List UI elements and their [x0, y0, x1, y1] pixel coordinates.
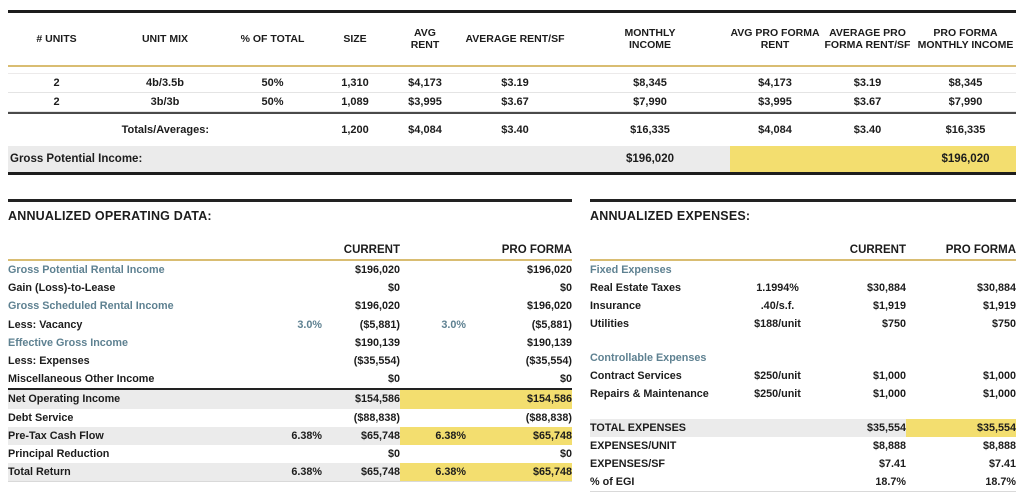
- current-value: ($5,881): [359, 318, 400, 331]
- unit-pf-rent-sf: $3.67: [853, 96, 882, 108]
- current-percent: [222, 334, 322, 352]
- current-percent: [222, 297, 322, 315]
- totals-rent-sf: $3.40: [501, 124, 529, 136]
- row-expenses-sf: [590, 455, 1016, 473]
- row-gain-loss-to-lease: [8, 279, 572, 297]
- proforma-value: $196,020: [526, 300, 572, 313]
- current-value: $0: [387, 373, 400, 386]
- proforma-value: $7.41: [988, 458, 1016, 470]
- column-header: AVERAGE RENT/SF: [465, 33, 565, 45]
- row-label: Miscellaneous Other Income: [8, 373, 155, 386]
- proforma-value: $750: [991, 318, 1016, 330]
- proforma-value: ($35,554): [525, 355, 572, 368]
- current-percent: 6.38%: [291, 429, 322, 442]
- column-header: PRO FORMA MONTHLY INCOME: [917, 27, 1014, 51]
- current-value: $1,919: [872, 300, 906, 312]
- unit-row-3b-3b: [8, 93, 1016, 112]
- spacer-row: [590, 333, 1016, 349]
- proforma-percent: [400, 370, 466, 388]
- unit-pct: 50%: [261, 96, 284, 108]
- row-net-operating-income: [8, 390, 572, 408]
- row-gross-scheduled-rental-income: [8, 297, 572, 315]
- proforma-percent: [400, 297, 466, 315]
- unit-mix-table-body: [8, 67, 1016, 112]
- current-value: ($35,554): [353, 355, 400, 368]
- row-insurance: [590, 297, 1016, 315]
- operating-column-headers: [8, 230, 572, 261]
- unit-pf-monthly: $7,990: [948, 96, 983, 108]
- current-value: $0: [387, 282, 400, 295]
- unit-pf-monthly: $8,345: [948, 77, 983, 89]
- current-percent: [222, 279, 322, 297]
- column-header: MONTHLY INCOME: [624, 27, 676, 51]
- row-total-expenses: [590, 419, 1016, 437]
- unit-mix: 3b/3b: [150, 96, 180, 108]
- unit-units: 2: [53, 77, 60, 89]
- current-value: $65,748: [360, 429, 400, 442]
- current-value: $65,748: [360, 466, 400, 479]
- current-value: $8,888: [872, 440, 906, 452]
- current-percent: 6.38%: [291, 466, 322, 479]
- totals-pf-rent: $4,084: [758, 124, 792, 136]
- row-less-vacancy: [8, 316, 572, 334]
- unit-pf-rent: $3,995: [758, 96, 792, 108]
- row-label: Total Return: [8, 466, 71, 479]
- expense-rate: 1.1994%: [756, 282, 799, 294]
- row-miscellaneous-other-income: [8, 370, 572, 390]
- gpi-pro-forma-monthly-income: $196,020: [915, 146, 1016, 172]
- column-header: # UNITS: [36, 33, 77, 45]
- expense-rate: [735, 455, 820, 473]
- expenses-current-header: CURRENT: [849, 244, 906, 256]
- bottom-sections: [8, 199, 1016, 492]
- row-label: TOTAL EXPENSES: [590, 422, 686, 434]
- proforma-value: $154,586: [466, 390, 572, 408]
- current-value: $190,139: [354, 336, 400, 349]
- unit-avg-rent: $3,995: [408, 96, 442, 108]
- unit-row-4b-3-5b: [8, 73, 1016, 93]
- row-label: Gain (Loss)-to-Lease: [8, 282, 116, 295]
- totals-label: Totals/Averages:: [121, 124, 209, 136]
- proforma-value: $65,748: [466, 463, 572, 481]
- row-debt-service: [8, 409, 572, 427]
- current-value: $1,000: [872, 370, 906, 382]
- row-label: Net Operating Income: [8, 393, 121, 406]
- proforma-value: $1,919: [982, 300, 1016, 312]
- spacer-row: [590, 403, 1016, 419]
- proforma-percent: [400, 445, 466, 463]
- expense-rate: .40/s.f.: [760, 300, 795, 312]
- column-header: AVG RENT: [410, 27, 440, 51]
- row-pre-tax-cash-flow: [8, 427, 572, 445]
- proforma-percent: [400, 279, 466, 297]
- expenses-column-headers: [590, 230, 1016, 261]
- row-label: Utilities: [590, 318, 629, 330]
- current-value: $7.41: [878, 458, 906, 470]
- current-value: $1,000: [872, 388, 906, 400]
- proforma-value: $30,884: [976, 282, 1016, 294]
- proforma-percent: 6.38%: [400, 427, 466, 445]
- row-less-expenses: [8, 352, 572, 370]
- totals-size: 1,200: [341, 124, 369, 136]
- current-value: ($88,838): [353, 411, 400, 424]
- row-label: Gross Scheduled Rental Income: [8, 300, 174, 313]
- proforma-value: $1,000: [982, 370, 1016, 382]
- row-gross-potential-rental-income: [8, 261, 572, 279]
- expense-rate: $250/unit: [754, 388, 801, 400]
- unit-pct: 50%: [261, 77, 284, 89]
- totals-row: [8, 114, 1016, 146]
- row-label: Insurance: [590, 300, 642, 312]
- row-controllable-expenses: [590, 349, 1016, 367]
- expenses-title: ANNUALIZED EXPENSES:: [590, 209, 751, 223]
- proforma-value: $65,748: [466, 427, 572, 445]
- column-header: SIZE: [343, 33, 367, 45]
- current-value: $750: [881, 318, 906, 330]
- row-label: Principal Reduction: [8, 447, 110, 460]
- unit-size: 1,310: [341, 77, 369, 89]
- unit-size: 1,089: [341, 96, 369, 108]
- proforma-percent: [400, 334, 466, 352]
- operating-data-title: ANNUALIZED OPERATING DATA:: [8, 209, 212, 223]
- current-percent: [222, 390, 322, 408]
- totals-monthly-income: $16,335: [630, 124, 670, 136]
- row-label: Gross Potential Rental Income: [8, 264, 165, 277]
- proforma-value: $196,020: [526, 264, 572, 277]
- proforma-value: $0: [559, 373, 572, 386]
- current-value: $196,020: [354, 300, 400, 313]
- expense-rate: $188/unit: [754, 318, 801, 330]
- proforma-value: $0: [559, 282, 572, 295]
- proforma-percent: 3.0%: [441, 318, 466, 331]
- proforma-value: 18.7%: [985, 476, 1016, 488]
- unit-mix-table-header: [8, 13, 1016, 67]
- expense-group-label: Controllable Expenses: [590, 352, 707, 364]
- current-percent: [222, 261, 322, 279]
- totals-pf-rent-sf: $3.40: [853, 124, 882, 136]
- current-value: $0: [387, 447, 400, 460]
- current-value: $154,586: [354, 393, 400, 406]
- expenses-proforma-header: PRO FORMA: [945, 244, 1016, 256]
- annualized-expenses-section: [590, 199, 1016, 492]
- row-label: Repairs & Maintenance: [590, 388, 709, 400]
- expense-rate: [735, 437, 820, 455]
- proforma-percent: [400, 261, 466, 279]
- current-percent: [222, 409, 322, 427]
- row-contract-services: [590, 367, 1016, 385]
- column-header: % OF TOTAL: [240, 33, 305, 45]
- annualized-operating-data-section: [8, 199, 572, 492]
- investment-analysis-page: [8, 0, 1016, 492]
- row-label: Less: Vacancy: [8, 318, 83, 331]
- proforma-value: $190,139: [526, 336, 572, 349]
- expense-rate: [735, 473, 820, 491]
- operating-current-header: CURRENT: [343, 244, 400, 256]
- current-value: $35,554: [866, 422, 906, 434]
- totals-pf-monthly-income: $16,335: [945, 124, 986, 136]
- row-repairs-maintenance: [590, 385, 1016, 403]
- gross-potential-income-row: [8, 146, 1016, 172]
- unit-pf-rent-sf: $3.19: [853, 77, 882, 89]
- current-percent: [222, 445, 322, 463]
- unit-pf-rent: $4,173: [758, 77, 792, 89]
- gross-potential-income-label: Gross Potential Income:: [10, 153, 143, 165]
- proforma-percent: [400, 390, 466, 408]
- row-utilities: [590, 315, 1016, 333]
- row-label: Pre-Tax Cash Flow: [8, 429, 104, 442]
- column-header: AVERAGE PRO FORMA RENT/SF: [824, 27, 911, 51]
- row-effective-gross-income: [8, 334, 572, 352]
- proforma-value: ($88,838): [525, 411, 572, 424]
- operating-rows: [8, 261, 572, 481]
- expense-rate: $250/unit: [754, 370, 801, 382]
- totals-avg-rent: $4,084: [408, 124, 442, 136]
- column-header: UNIT MIX: [141, 33, 189, 45]
- current-percent: [222, 352, 322, 370]
- proforma-value: ($5,881): [531, 318, 572, 331]
- row-label: Real Estate Taxes: [590, 282, 682, 294]
- operating-bottom-line: [8, 481, 572, 482]
- row-expenses-unit: [590, 437, 1016, 455]
- unit-monthly: $7,990: [633, 96, 667, 108]
- current-value: $196,020: [354, 264, 400, 277]
- row-label: % of EGI: [590, 476, 635, 488]
- proforma-value: $0: [559, 447, 572, 460]
- row-label: EXPENSES/SF: [590, 458, 666, 470]
- proforma-value: $8,888: [982, 440, 1016, 452]
- proforma-value: $35,554: [906, 419, 1016, 437]
- unit-mix-table: [8, 10, 1016, 175]
- proforma-percent: 6.38%: [400, 463, 466, 481]
- row-fixed-expenses: [590, 261, 1016, 279]
- row-label: Debt Service: [8, 411, 74, 424]
- row-label: Contract Services: [590, 370, 682, 382]
- proforma-value: $1,000: [982, 388, 1016, 400]
- proforma-percent: [400, 352, 466, 370]
- operating-proforma-header: PRO FORMA: [501, 244, 572, 256]
- row-total-return: [8, 463, 572, 481]
- unit-units: 2: [53, 96, 60, 108]
- unit-rent-sf: $3.19: [501, 77, 529, 89]
- row-real-estate-taxes: [590, 279, 1016, 297]
- row-label: Effective Gross Income: [8, 336, 129, 349]
- unit-monthly: $8,345: [633, 77, 667, 89]
- current-percent: 3.0%: [297, 318, 322, 331]
- current-percent: [222, 370, 322, 388]
- current-value: $30,884: [866, 282, 906, 294]
- proforma-percent: [400, 409, 466, 427]
- unit-rent-sf: $3.67: [501, 96, 529, 108]
- row-principal-reduction: [8, 445, 572, 463]
- row-label: EXPENSES/UNIT: [590, 440, 677, 452]
- expenses-rows: [590, 261, 1016, 491]
- gpi-monthly-income: $196,020: [626, 153, 674, 165]
- unit-avg-rent: $4,173: [408, 77, 442, 89]
- row-label: Less: Expenses: [8, 355, 90, 368]
- current-value: 18.7%: [875, 476, 906, 488]
- column-header: AVG PRO FORMA RENT: [730, 27, 820, 51]
- row-of-egi: [590, 473, 1016, 491]
- expense-rate: [735, 419, 820, 437]
- expense-group-label: Fixed Expenses: [590, 264, 672, 276]
- unit-mix: 4b/3.5b: [146, 77, 184, 89]
